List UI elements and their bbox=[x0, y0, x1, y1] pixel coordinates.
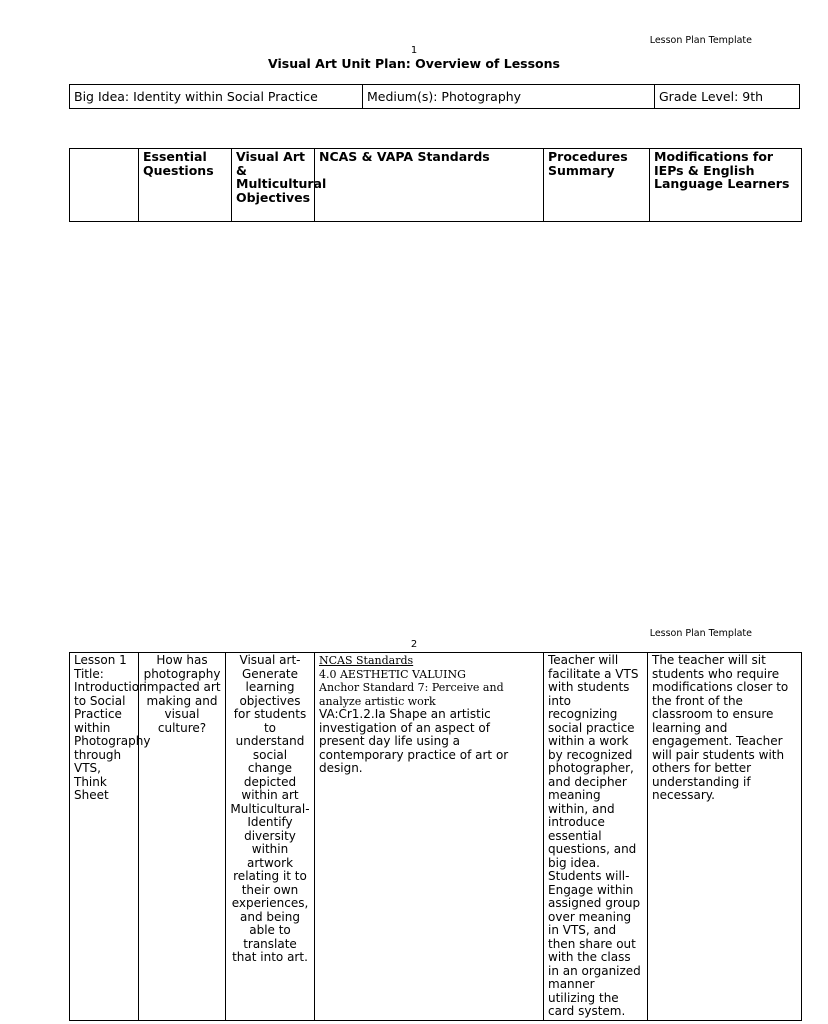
page-number: 1 bbox=[410, 45, 418, 56]
header-cell-blank bbox=[70, 149, 139, 222]
aesthetic-valuing: 4.0 AESTHETIC VALUING bbox=[319, 667, 466, 681]
lesson-title-cell: Lesson 1 Title: Introduction to Social Practice within Photography through VTS, Think Sheet bbox=[70, 653, 139, 1021]
page-number-page2: 2 bbox=[410, 639, 418, 650]
objectives-cell: Visual art- Generate learning objectives for students to understand social change depicted within art Multicultural- Identify diversity within artwork relating it to their own experiences, and being able to translate that into art. bbox=[226, 653, 315, 1021]
header-cell-procedures: Procedures Summary bbox=[544, 149, 650, 222]
procedures-cell: Teacher will facilitate a VTS with students into recognizing social practice within a work by recognized photographer, and decipher meaning within, and introduce essential questions, and big idea. Students will- Engage within assigned group over meaning in VTS, and then share out with the class in an organized manner utilizing the card system. bbox=[544, 653, 648, 1021]
big-idea-table bbox=[69, 84, 800, 109]
overview-header-table bbox=[69, 148, 802, 222]
header-cell-essential-questions: Essential Questions bbox=[139, 149, 232, 222]
header-note: Lesson Plan Template bbox=[649, 35, 752, 46]
lesson-table bbox=[69, 652, 802, 1021]
anchor-standard: Anchor Standard 7: Perceive and analyze artistic work bbox=[319, 681, 504, 708]
page-title: Visual Art Unit Plan: Overview of Lessons bbox=[268, 56, 560, 71]
header-cell-modifications: Modifications for IEPs & English Language Learners bbox=[650, 149, 802, 222]
essential-question-cell: How has photography impacted art making and visual culture? bbox=[139, 653, 226, 1021]
grade-level-cell: Grade Level: 9th bbox=[655, 85, 800, 109]
medium-cell: Medium(s): Photography bbox=[363, 85, 655, 109]
ncas-standards-heading: NCAS Standards bbox=[319, 654, 414, 667]
standards-cell bbox=[315, 653, 544, 1021]
header-note-page2: Lesson Plan Template bbox=[649, 628, 752, 639]
va-standard: VA:Cr1.2.Ia Shape an artistic investigation of an aspect of present day life using a contemporary practice of art or design. bbox=[319, 707, 509, 775]
header-cell-objectives: Visual Art & Multicultural Objectives bbox=[232, 149, 315, 222]
header-cell-standards: NCAS & VAPA Standards bbox=[315, 149, 544, 222]
modifications-cell: The teacher will sit students who require modifications closer to the front of the classroom to ensure learning and engagement. Teacher will pair students with others for better understanding if necessary. bbox=[648, 653, 802, 1021]
big-idea-cell: Big Idea: Identity within Social Practice bbox=[70, 85, 363, 109]
